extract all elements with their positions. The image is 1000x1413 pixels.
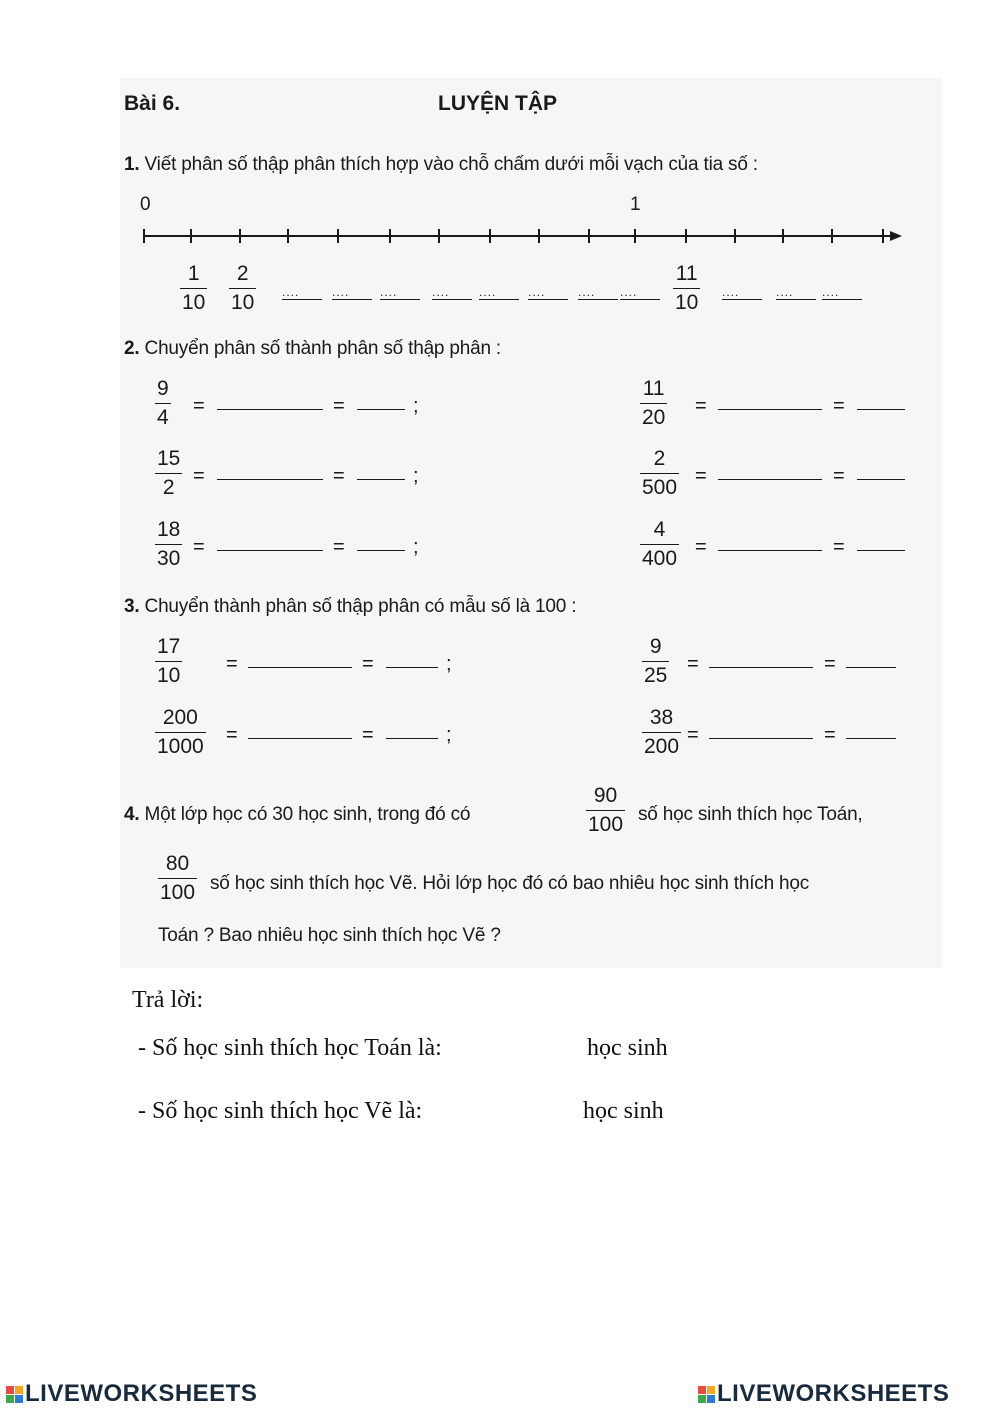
fraction xyxy=(640,518,679,571)
semicolon: ; xyxy=(446,724,452,746)
number-line-blank-input[interactable] xyxy=(380,283,422,303)
denominator: 30 xyxy=(157,547,181,570)
short-answer-input[interactable] xyxy=(857,391,905,413)
blank-dots: .... xyxy=(776,285,794,299)
numerator: 90 xyxy=(593,784,618,807)
fraction-bar xyxy=(673,288,700,289)
equals-sign: = xyxy=(226,653,238,675)
fraction-bar xyxy=(642,661,669,662)
blank-dots: .... xyxy=(479,285,497,299)
blank-underline xyxy=(722,299,762,300)
fraction-bar xyxy=(586,810,625,811)
short-answer-input[interactable] xyxy=(357,391,405,413)
long-answer-input[interactable] xyxy=(248,649,352,671)
short-answer-input[interactable] xyxy=(846,720,896,742)
numerator: 11 xyxy=(642,377,665,400)
denominator: 400 xyxy=(642,547,678,570)
page-title: LUYỆN TẬP xyxy=(438,92,558,115)
blank-dots: .... xyxy=(528,285,546,299)
blank-underline xyxy=(822,299,862,300)
number-line-label-one: 1 xyxy=(630,194,641,215)
long-answer-input[interactable] xyxy=(217,391,323,413)
equals-sign: = xyxy=(193,536,205,558)
blank-underline xyxy=(432,299,472,300)
denominator: 100 xyxy=(160,881,196,904)
numerator: 200 xyxy=(162,706,198,729)
fraction xyxy=(642,635,669,688)
question-1 xyxy=(124,154,758,176)
semicolon: ; xyxy=(413,395,419,417)
equals-sign: = xyxy=(695,536,707,558)
blank-underline xyxy=(857,550,905,551)
long-answer-input[interactable] xyxy=(217,461,323,483)
blank-dots: .... xyxy=(432,285,450,299)
long-answer-input[interactable] xyxy=(217,532,323,554)
worksheet-scan xyxy=(120,78,942,968)
fraction xyxy=(155,635,182,688)
long-answer-input[interactable] xyxy=(718,461,822,483)
equals-sign: = xyxy=(193,395,205,417)
blank-underline xyxy=(857,479,905,480)
blank-underline xyxy=(217,479,323,480)
blank-underline xyxy=(357,409,405,410)
long-answer-input[interactable] xyxy=(709,720,813,742)
fraction-bar xyxy=(158,878,197,879)
blank-underline xyxy=(282,299,322,300)
liveworksheets-logo-icon xyxy=(6,1386,23,1403)
equals-sign: = xyxy=(193,465,205,487)
denominator: 20 xyxy=(642,406,666,429)
liveworksheets-logo-icon xyxy=(698,1386,715,1403)
fraction-bar xyxy=(155,544,182,545)
denominator: 4 xyxy=(157,406,169,429)
denominator: 2 xyxy=(162,476,175,499)
denominator: 10 xyxy=(231,291,255,314)
equals-sign: = xyxy=(687,724,699,746)
denominator: 200 xyxy=(644,735,680,758)
equals-sign: = xyxy=(695,395,707,417)
equals-sign: = xyxy=(333,465,345,487)
question-4-line-2: số học sinh thích học Vẽ. Hỏi lớp học đó có bao nhiêu học sinh thích học xyxy=(210,873,810,894)
blank-underline xyxy=(846,667,896,668)
number-line-blank-input[interactable] xyxy=(332,283,374,303)
fraction-bar xyxy=(155,661,182,662)
short-answer-input[interactable] xyxy=(357,532,405,554)
equals-sign: = xyxy=(833,536,845,558)
denominator: 10 xyxy=(675,291,699,314)
long-answer-input[interactable] xyxy=(718,391,822,413)
answer-math-input[interactable] xyxy=(508,1036,578,1062)
denominator: 10 xyxy=(157,664,181,687)
blank-underline xyxy=(776,299,816,300)
question-text: Viết phân số thập phân thích hợp vào chỗ chấm dưới mỗi vạch của tia số : xyxy=(144,154,758,175)
equals-sign: = xyxy=(824,653,836,675)
question-number: 3. xyxy=(124,596,140,617)
blank-underline xyxy=(709,667,813,668)
blank-underline xyxy=(386,738,438,739)
question-4-line-1 xyxy=(124,804,470,826)
answer-row-2-label: - Số học sinh thích học Vẽ là: xyxy=(138,1098,423,1124)
equals-sign: = xyxy=(333,536,345,558)
equals-sign: = xyxy=(687,653,699,675)
blank-underline xyxy=(620,299,660,300)
blank-underline xyxy=(386,667,438,668)
answer-row-1-label: - Số học sinh thích học Toán là: xyxy=(138,1035,442,1061)
fraction-1-10 xyxy=(180,262,207,315)
number-line xyxy=(138,222,908,252)
fraction-bar xyxy=(229,288,256,289)
footer-brand-left: LIVEWORKSHEETS xyxy=(6,1380,257,1408)
numerator: 2 xyxy=(236,262,249,285)
blank-underline xyxy=(380,299,420,300)
blank-underline xyxy=(217,550,323,551)
numerator: 18 xyxy=(157,518,181,541)
short-answer-input[interactable] xyxy=(357,461,405,483)
blank-underline xyxy=(357,550,405,551)
number-line-label-zero: 0 xyxy=(140,194,151,215)
blank-underline xyxy=(718,409,822,410)
short-answer-input[interactable] xyxy=(846,649,896,671)
equals-sign: = xyxy=(833,465,845,487)
blank-dots: .... xyxy=(332,285,350,299)
semicolon: ; xyxy=(413,536,419,558)
number-line-blank-input[interactable] xyxy=(722,283,764,303)
numerator: 17 xyxy=(157,635,181,658)
fraction xyxy=(155,706,206,759)
number-line-blank-input[interactable] xyxy=(776,283,818,303)
fraction-bar xyxy=(640,403,667,404)
numerator: 15 xyxy=(157,447,181,470)
short-answer-input[interactable] xyxy=(386,720,438,742)
blank-underline xyxy=(248,667,352,668)
blank-underline xyxy=(857,409,905,410)
denominator: 25 xyxy=(644,664,668,687)
fraction xyxy=(155,377,171,430)
fraction-bar xyxy=(640,544,679,545)
fraction-bar xyxy=(155,473,182,474)
question-3 xyxy=(124,596,576,618)
short-answer-input[interactable] xyxy=(857,461,905,483)
fraction-11-10 xyxy=(673,262,700,315)
question-text: Chuyển thành phân số thập phân có mẫu số là 100 : xyxy=(144,596,577,617)
fraction-bar xyxy=(155,403,171,404)
fraction xyxy=(640,447,679,500)
short-answer-input[interactable] xyxy=(857,532,905,554)
fraction xyxy=(155,447,182,500)
blank-dots: .... xyxy=(578,285,596,299)
blank-underline xyxy=(332,299,372,300)
fraction-2-10 xyxy=(229,262,256,315)
numerator: 9 xyxy=(649,635,662,658)
long-answer-input[interactable] xyxy=(718,532,822,554)
blank-underline xyxy=(357,479,405,480)
long-answer-input[interactable] xyxy=(709,649,813,671)
short-answer-input[interactable] xyxy=(386,649,438,671)
denominator: 500 xyxy=(642,476,678,499)
blank-underline xyxy=(528,299,568,300)
question-number: 4. xyxy=(124,804,140,825)
equals-sign: = xyxy=(695,465,707,487)
fraction xyxy=(640,377,667,430)
numerator: 4 xyxy=(653,518,666,541)
number-line-blank-input[interactable] xyxy=(620,283,662,303)
question-text: Một lớp học có 30 học sinh, trong đó có xyxy=(144,804,471,825)
blank-underline xyxy=(248,738,352,739)
fraction xyxy=(155,518,182,571)
numerator: 11 xyxy=(675,262,698,285)
fraction-80-100 xyxy=(158,852,197,905)
blank-dots: .... xyxy=(380,285,398,299)
equals-sign: = xyxy=(226,724,238,746)
fraction-bar xyxy=(640,473,679,474)
fraction-bar xyxy=(155,732,206,733)
answer-row-2-unit: học sinh xyxy=(583,1098,664,1124)
question-number: 2. xyxy=(124,338,140,359)
long-answer-input[interactable] xyxy=(248,720,352,742)
fraction-bar xyxy=(180,288,207,289)
number-line-blank-input[interactable] xyxy=(282,283,324,303)
fraction-bar xyxy=(642,732,681,733)
question-4-line-1b: số học sinh thích học Toán, xyxy=(638,804,863,825)
semicolon: ; xyxy=(413,465,419,487)
question-4-line-3: Toán ? Bao nhiêu học sinh thích học Vẽ ? xyxy=(158,925,501,946)
number-line-blank-input[interactable] xyxy=(432,283,474,303)
denominator: 100 xyxy=(588,813,624,836)
equals-sign: = xyxy=(833,395,845,417)
answer-art-input[interactable] xyxy=(486,1099,576,1125)
blank-dots: .... xyxy=(722,285,740,299)
footer-brand-right: LIVEWORKSHEETS xyxy=(698,1380,949,1408)
numerator: 2 xyxy=(653,447,666,470)
question-text: Chuyển phân số thành phân số thập phân : xyxy=(144,338,502,359)
blank-underline xyxy=(718,479,822,480)
number-line-blank-input[interactable] xyxy=(528,283,570,303)
blank-underline xyxy=(718,550,822,551)
number-line-blank-input[interactable] xyxy=(479,283,521,303)
equals-sign: = xyxy=(362,724,374,746)
numerator: 9 xyxy=(157,377,169,400)
equals-sign: = xyxy=(362,653,374,675)
blank-dots: .... xyxy=(282,285,300,299)
fraction-90-100 xyxy=(586,784,625,837)
blank-underline xyxy=(709,738,813,739)
numerator: 1 xyxy=(187,262,200,285)
blank-underline xyxy=(846,738,896,739)
answer-row-1-unit: học sinh xyxy=(587,1035,668,1061)
semicolon: ; xyxy=(446,653,452,675)
numerator: 80 xyxy=(165,852,190,875)
equals-sign: = xyxy=(333,395,345,417)
lesson-number: Bài 6. xyxy=(124,92,181,115)
blank-dots: .... xyxy=(620,285,638,299)
numerator: 38 xyxy=(649,706,674,729)
blank-underline xyxy=(217,409,323,410)
number-line-blank-input[interactable] xyxy=(578,283,620,303)
fraction xyxy=(642,706,681,759)
question-number: 1. xyxy=(124,154,140,175)
denominator: 10 xyxy=(182,291,206,314)
blank-underline xyxy=(479,299,519,300)
blank-dots: .... xyxy=(822,285,840,299)
blank-underline xyxy=(578,299,618,300)
answer-label: Trả lời: xyxy=(132,987,204,1013)
question-2 xyxy=(124,338,501,360)
denominator: 1000 xyxy=(157,735,204,758)
equals-sign: = xyxy=(824,724,836,746)
number-line-blank-input[interactable] xyxy=(822,283,864,303)
